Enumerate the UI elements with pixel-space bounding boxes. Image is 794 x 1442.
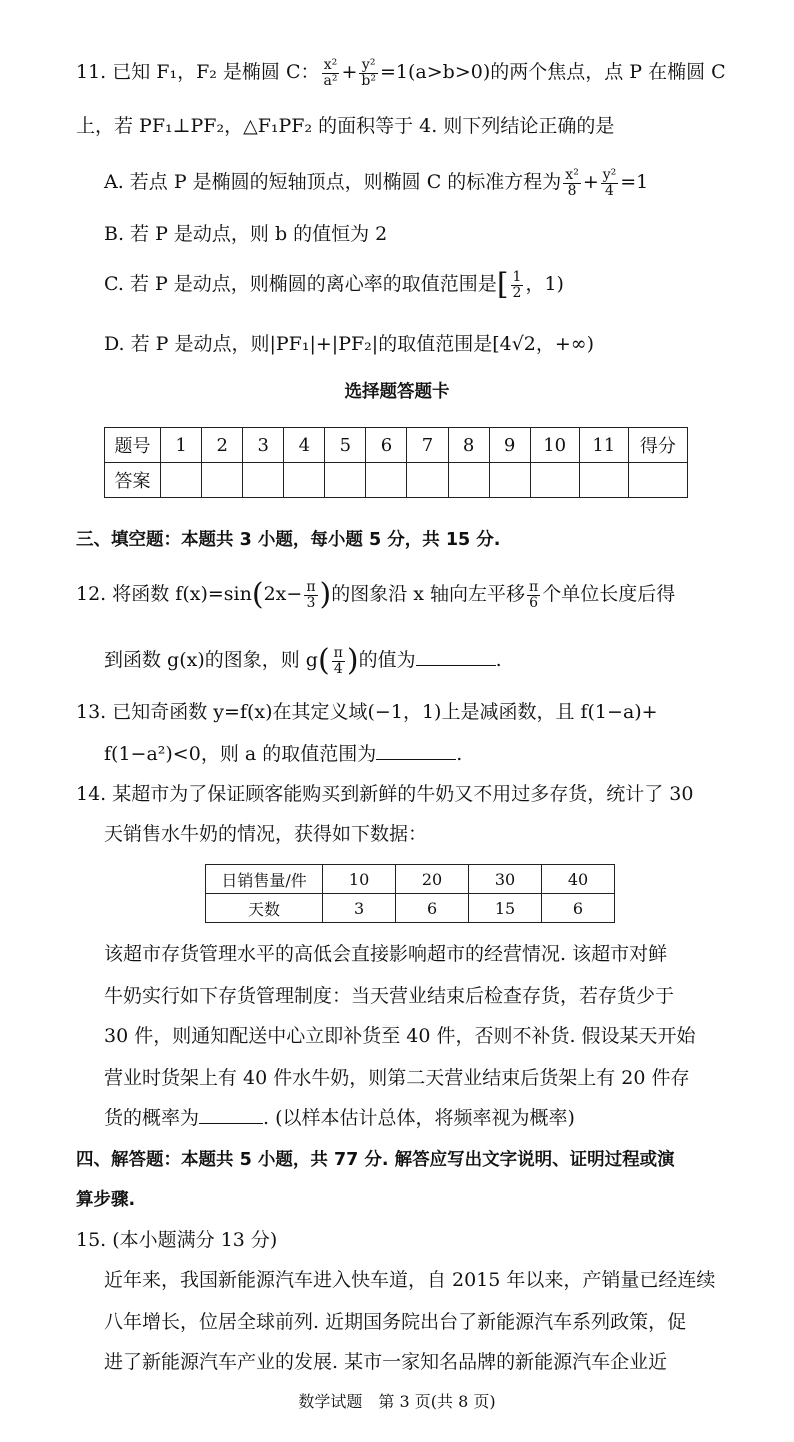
fraction-x2-a2: $\frac{\text{x²}}{\text{a²}}$ bbox=[323, 56, 338, 89]
q14-answer-blank[interactable] bbox=[199, 1103, 263, 1124]
page-footer: 数学试题 第 3 页(共 8 页) bbox=[298, 1392, 496, 1411]
fraction-pi-3: $\frac{\pi}{3}$ bbox=[306, 578, 316, 611]
q12-line-2: 到函数 g(x)的图象，则 g( $\frac{\pi}{4}$ )的值为 . bbox=[104, 643, 502, 678]
answer-card-cell: 5 bbox=[325, 428, 366, 463]
answer-card-title: 选择题答题卡 bbox=[344, 382, 450, 402]
answer-card-cell: 6 bbox=[366, 428, 407, 463]
sales-table-cell: 6 bbox=[396, 894, 469, 923]
answer-card-cell: 4 bbox=[284, 428, 325, 463]
answer-slot-8[interactable] bbox=[448, 463, 489, 498]
answer-card-cell: 10 bbox=[530, 428, 579, 463]
answer-card-cell: 2 bbox=[202, 428, 243, 463]
sales-table-cell: 3 bbox=[323, 894, 396, 923]
answer-card-label: 答案 bbox=[105, 463, 161, 498]
sales-table-row bbox=[206, 894, 615, 923]
q12-answer-blank[interactable] bbox=[416, 645, 496, 666]
answer-slot-4[interactable] bbox=[284, 463, 325, 498]
sales-table-cell: 20 bbox=[396, 865, 469, 894]
section-4-heading: 四、解答题：本题共 5 小题，共 77 分. 解答应写出文字说明、证明过程或演 bbox=[76, 1150, 675, 1170]
answer-slot-7[interactable] bbox=[407, 463, 448, 498]
q15-paragraph-1: 近年来，我国新能源汽车进入快车道，自 2015 年以来，产销量已经连续 bbox=[104, 1269, 716, 1291]
q11-option-d: D. 若 P 是动点，则|PF₁|+|PF₂|的取值范围是[4√2，+∞) bbox=[104, 333, 595, 355]
section-4-heading-cont: 算步骤. bbox=[76, 1190, 136, 1210]
q12-line-1: 12. 将函数 f(x)=sin(2x− $\frac{\pi}{3}$ )的图象沿 x 轴向左平移 $\frac{\pi}{6}$ 个单位长度后得 bbox=[76, 577, 676, 612]
answer-card-cell: 3 bbox=[243, 428, 284, 463]
fraction-x2-8: $\frac{\text{x²}}{8}$ bbox=[565, 166, 579, 199]
sales-data-table bbox=[205, 864, 615, 923]
answer-slot-9[interactable] bbox=[489, 463, 530, 498]
q14-paragraph-2: 牛奶实行如下存货管理制度：当天营业结束后检查存货，若存货少于 bbox=[104, 985, 675, 1007]
q14-line-1: 14. 某超市为了保证顾客能购买到新鲜的牛奶又不用过多存货，统计了 30 bbox=[76, 783, 694, 805]
answer-slot-6[interactable] bbox=[366, 463, 407, 498]
q11-line-1: 11. 已知 F₁，F₂ 是椭圆 C： $\frac{\text{x²}}{\text{a²}}$ + $\frac{\text{y²}}{\text{b²}}$ =1(a>b>0)的两个焦点，点 P 在椭圆 C bbox=[76, 56, 726, 89]
sales-table-cell: 天数 bbox=[206, 894, 323, 923]
fraction-pi-4: $\frac{\pi}{4}$ bbox=[333, 644, 343, 677]
q14-paragraph-4: 营业时货架上有 40 件水牛奶，则第二天营业结束后货架上有 20 件存 bbox=[104, 1067, 690, 1089]
answer-card-cell: 9 bbox=[489, 428, 530, 463]
q11-text: 11. 已知 F₁，F₂ 是椭圆 C： bbox=[76, 61, 320, 83]
answer-card-cell: 7 bbox=[407, 428, 448, 463]
answer-card-answer-row bbox=[105, 463, 688, 498]
answer-card-header-row bbox=[105, 428, 688, 463]
q15-heading: 15. (本小题满分 13 分) bbox=[76, 1229, 278, 1251]
section-3-heading: 三、填空题：本题共 3 小题，每小题 5 分，共 15 分. bbox=[76, 530, 501, 550]
sales-table-cell: 10 bbox=[323, 865, 396, 894]
sales-table-cell: 日销售量/件 bbox=[206, 865, 323, 894]
answer-slot-10[interactable] bbox=[530, 463, 579, 498]
q13-line-2: f(1−a²)<0，则 a 的取值范围为 . bbox=[104, 738, 724, 770]
q15-paragraph-3: 进了新能源汽车产业的发展. 某市一家知名品牌的新能源汽车企业近 bbox=[104, 1351, 668, 1373]
q15-paragraph-2: 八年增长，位居全球前列. 近期国务院出台了新能源汽车系列政策，促 bbox=[104, 1311, 687, 1333]
q14-line-2: 天销售水牛奶的情况，获得如下数据： bbox=[104, 823, 428, 845]
q11-option-a: A. 若点 P 是椭圆的短轴顶点，则椭圆 C 的标准方程为 $\frac{\text{x²}}{8}$ + $\frac{\text{y²}}{4}$ =1 bbox=[104, 166, 649, 199]
answer-card-cell: 8 bbox=[448, 428, 489, 463]
answer-slot-2[interactable] bbox=[202, 463, 243, 498]
sales-table-header-row bbox=[206, 865, 615, 894]
q13-answer-blank[interactable] bbox=[376, 739, 456, 760]
q11-line-2: 上，若 PF₁⊥PF₂，△F₁PF₂ 的面积等于 4. 则下列结论正确的是 bbox=[76, 115, 615, 137]
answer-card-table bbox=[104, 427, 688, 498]
q14-paragraph-1: 该超市存货管理水平的高低会直接影响超市的经营情况. 该超市对鲜 bbox=[104, 943, 668, 965]
q14-paragraph-3: 30 件，则通知配送中心立即补货至 40 件，否则不补货. 假设某天开始 bbox=[104, 1025, 696, 1047]
fraction-pi-6: $\frac{\pi}{6}$ bbox=[529, 578, 539, 611]
score-slot[interactable] bbox=[628, 463, 687, 498]
sales-table-cell: 15 bbox=[469, 894, 542, 923]
q11-option-c: C. 若 P 是动点，则椭圆的离心率的取值范围是[ $\frac{1}{2}$ ，1) bbox=[104, 267, 564, 302]
fraction-y2-b2: $\frac{\text{y²}}{\text{b²}}$ bbox=[361, 56, 376, 89]
fraction-1-2: $\frac{1}{2}$ bbox=[512, 268, 522, 301]
q13-line-1: 13. 已知奇函数 y=f(x)在其定义域(−1，1)上是减函数，且 f(1−a)+ bbox=[76, 701, 658, 723]
answer-card-cell: 1 bbox=[161, 428, 202, 463]
fraction-y2-4: $\frac{\text{y²}}{4}$ bbox=[602, 166, 617, 199]
answer-slot-3[interactable] bbox=[243, 463, 284, 498]
answer-slot-5[interactable] bbox=[325, 463, 366, 498]
sales-table-cell: 40 bbox=[542, 865, 615, 894]
sales-table-cell: 30 bbox=[469, 865, 542, 894]
q14-paragraph-5: 货的概率为 . (以样本估计总体，将频率视为概率) bbox=[104, 1102, 724, 1134]
answer-slot-1[interactable] bbox=[161, 463, 202, 498]
sales-table-cell: 6 bbox=[542, 894, 615, 923]
answer-card-cell: 11 bbox=[579, 428, 628, 463]
q11-option-b: B. 若 P 是动点，则 b 的值恒为 2 bbox=[104, 223, 388, 245]
answer-card-cell: 题号 bbox=[105, 428, 161, 463]
answer-slot-11[interactable] bbox=[579, 463, 628, 498]
answer-card-cell: 得分 bbox=[628, 428, 687, 463]
